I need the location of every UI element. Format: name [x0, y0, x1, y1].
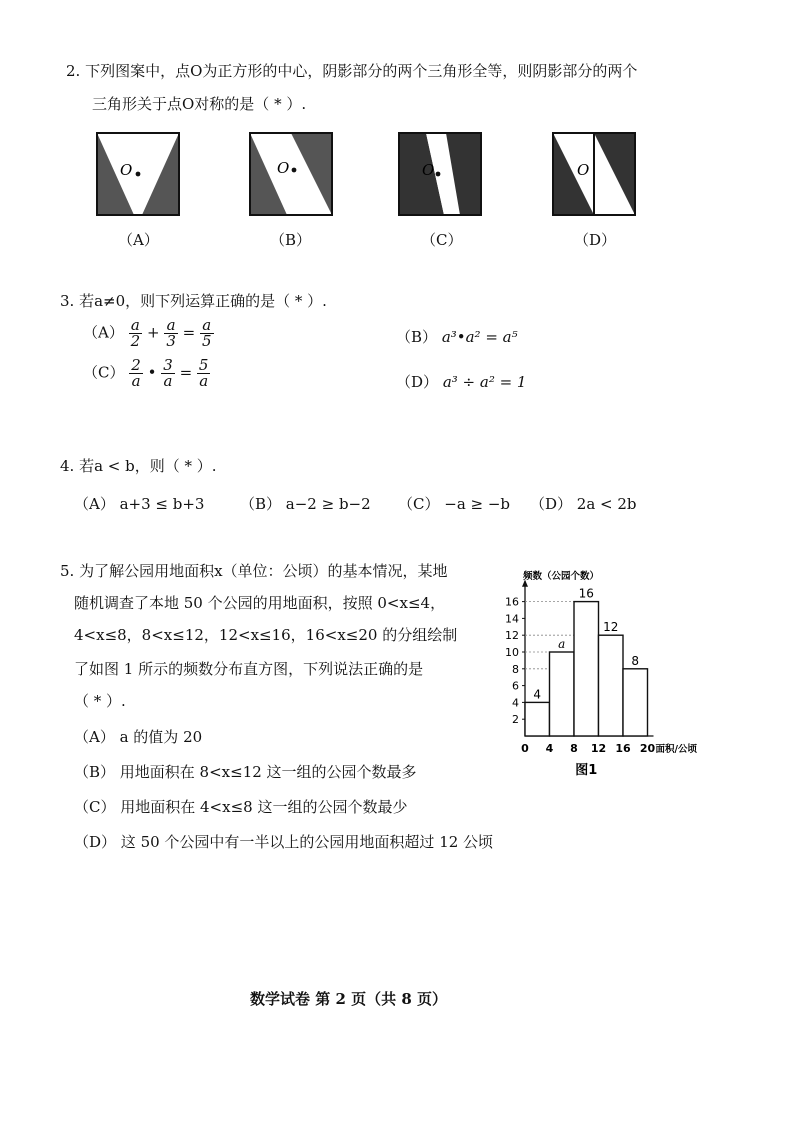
page-footer: 数学试卷 第 2 页（共 8 页）	[250, 990, 447, 1008]
q5-option-b: （B） 用地面积在 8<x≤12 这一组的公园个数最多	[74, 763, 417, 781]
q5-stem-line2: 随机调查了本地 50 个公园的用地面积，按照 0<x≤4，	[74, 594, 446, 612]
y-tick-label: 4	[512, 696, 519, 710]
q4-stem: 4. 若a < b，则（ * ）.	[60, 457, 217, 475]
fraction: $\frac{a}{2}$	[130, 316, 141, 350]
q5-stem-line4: 了如图 1 所示的频数分布直方图，下列说法正确的是	[74, 660, 424, 678]
bar-label: 16	[578, 586, 594, 601]
q2-option-c: （C）	[421, 231, 463, 249]
y-tick-label: 12	[505, 629, 519, 643]
q5-stem-line5: （ * ）.	[74, 692, 126, 710]
q5-stem-line1: 5. 为了解公园用地面积x（单位：公顷）的基本情况，某地	[60, 562, 448, 580]
x-tick-label: 16	[615, 742, 631, 755]
x-tick-label: 0	[521, 742, 529, 755]
bar-label: a	[558, 637, 566, 651]
q2-option-b: （B）	[270, 231, 312, 249]
fraction: $\frac{3}{a}$	[163, 356, 173, 390]
x-axis-label: 面积/公顷	[655, 744, 697, 755]
histogram-chart	[505, 560, 720, 790]
center-point-o	[292, 168, 297, 173]
q2-figure-a	[96, 132, 180, 216]
q3-option-b: （B） a³•a² = a⁵	[396, 328, 518, 346]
q5-option-c: （C） 用地面积在 4<x≤8 这一组的公园个数最少	[74, 798, 408, 816]
q3-option-d: （D） a³ ÷ a² = 1	[396, 373, 527, 391]
fraction: $\frac{2}{a}$	[131, 356, 141, 390]
histogram-bar	[599, 635, 624, 736]
q2-figure-d	[552, 132, 636, 216]
y-tick-label: 10	[505, 646, 519, 659]
center-point-o	[436, 172, 441, 177]
q5-stem-line3: 4<x≤8，8<x≤12，12<x≤16，16<x≤20 的分组绘制	[74, 626, 458, 644]
bar-label: 4	[533, 687, 542, 702]
histogram-bar	[550, 652, 575, 736]
y-tick-label: 2	[512, 713, 519, 727]
q5-option-a: （A） a 的值为 20	[74, 728, 203, 746]
q4-option-d: （D） 2a < 2b	[530, 495, 637, 513]
fraction: $\frac{a}{3}$	[166, 316, 176, 350]
x-tick-label: 12	[590, 742, 607, 755]
figure-caption: 图1	[575, 763, 598, 778]
q2-option-d: （D）	[574, 231, 617, 249]
q2-figure-c	[398, 132, 482, 216]
svg-text:O: O	[422, 161, 435, 179]
svg-text:O: O	[577, 161, 590, 179]
histogram-bar	[574, 602, 599, 736]
x-tick-label: 4	[545, 742, 554, 755]
q4-option-b: （B） a−2 ≥ b−2	[240, 495, 371, 513]
q3-option-a: （A） $\frac{a}{2}$ + $\frac{a}{3}$ = $\frac{a}{5}$	[83, 316, 212, 350]
bar-label: 12	[603, 620, 619, 635]
q2-stem-line2: 三角形关于点O对称的是（ * ）.	[92, 95, 307, 113]
q3-option-c: （C） $\frac{2}{a}$ • $\frac{3}{a}$ = $\frac{5}{a}$	[83, 356, 209, 390]
y-tick-label: 16	[505, 595, 519, 609]
q2-option-a: （A）	[118, 231, 159, 249]
y-tick-label: 8	[512, 662, 519, 676]
q4-option-a: （A） a+3 ≤ b+3	[74, 495, 205, 513]
fraction: $\frac{5}{a}$	[198, 356, 209, 390]
q2-figure-b	[249, 132, 333, 216]
bar-label: 8	[631, 653, 640, 668]
x-tick-label: 8	[570, 742, 578, 755]
q5-option-d: （D） 这 50 个公园中有一半以上的公园用地面积超过 12 公顷	[74, 833, 494, 851]
histogram-bar	[623, 669, 648, 736]
q3-stem: 3. 若a≠0，则下列运算正确的是（ * ）.	[60, 292, 327, 310]
y-tick-label: 14	[505, 612, 519, 626]
x-tick-label: 20	[639, 742, 656, 755]
q2-point-o-label: O	[120, 161, 133, 179]
fraction: $\frac{a}{5}$	[202, 316, 212, 350]
y-tick-label: 6	[512, 679, 519, 693]
q2-stem-line1: 2. 下列图案中，点O为正方形的中心，阴影部分的两个三角形全等，则阴影部分的两个	[66, 62, 638, 80]
histogram-bar	[525, 702, 550, 736]
svg-text:O: O	[277, 159, 290, 177]
center-point-o	[136, 172, 141, 177]
histogram-figure	[505, 560, 720, 794]
y-axis-label: 频数（公园个数）	[523, 570, 600, 582]
q4-option-c: （C） −a ≥ −b	[398, 495, 511, 513]
